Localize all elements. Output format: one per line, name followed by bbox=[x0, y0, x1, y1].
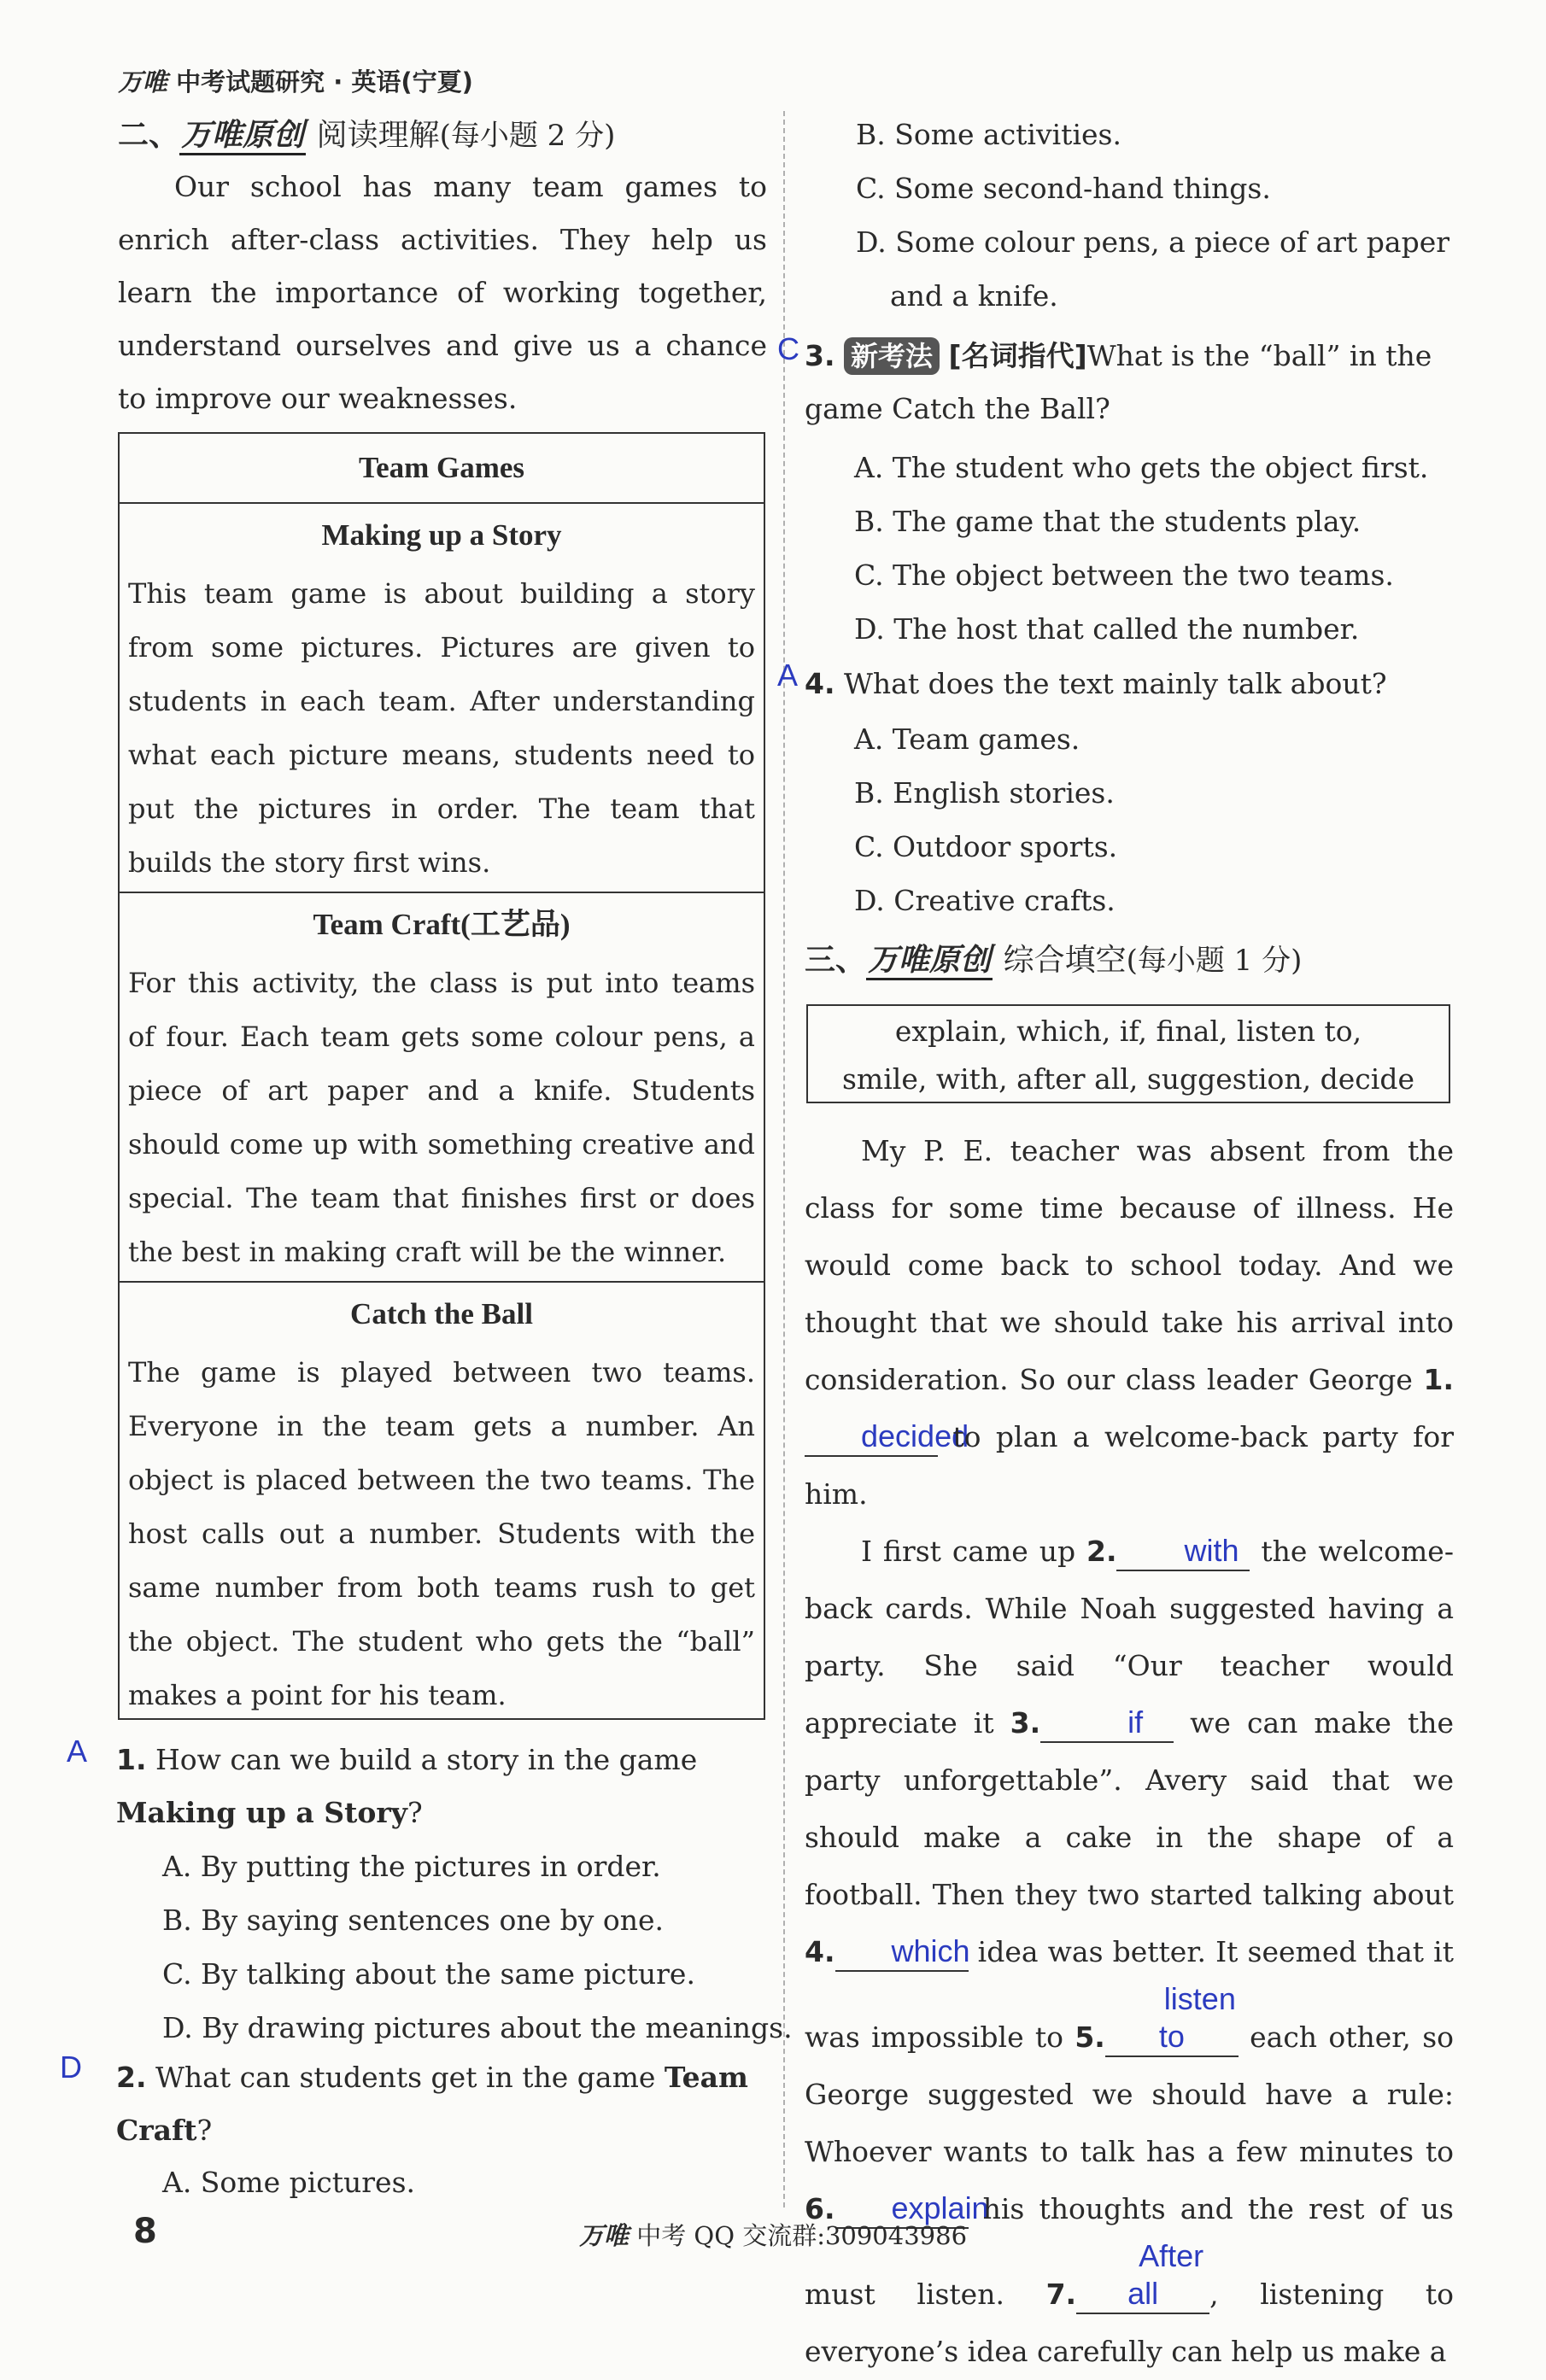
game-text: This team game is about building a story from some pictures. Pictures are given to students in each team. After understanding what each picture means, students need to put the pictures in order. The team that builds the story first wins. bbox=[128, 577, 755, 879]
intro-paragraph: Our school has many team games to enrich after-class activities. They help us learn the importance of working together, understand ourselves and give us a chance to improve our weaknesses. bbox=[118, 170, 767, 415]
game-catch-the-ball bbox=[120, 1283, 764, 1718]
option: A. By putting the pictures in order. bbox=[162, 1850, 661, 1883]
answer-mark-q2: D bbox=[60, 2050, 82, 2085]
footer bbox=[0, 2217, 1546, 2252]
running-header bbox=[118, 63, 473, 98]
question-number: 2. bbox=[116, 2061, 147, 2094]
game-text: The game is played between two teams. Everyone in the team gets a number. An object is placed between the two teams. The host calls out a number. Students with the same number from both teams rush to get the object. The student who gets the “ball” makes a point for his team. bbox=[128, 1356, 755, 1711]
game-title: Team Craft(工艺品) bbox=[313, 908, 571, 941]
option: C. Outdoor sports. bbox=[854, 830, 1118, 863]
cloze-passage bbox=[805, 1122, 1454, 2380]
question-number: 3. bbox=[805, 339, 835, 372]
team-games-table bbox=[118, 432, 765, 1720]
word-bank-box bbox=[806, 1004, 1450, 1103]
option: D. The host that called the number. bbox=[854, 612, 1360, 646]
option: C. Some second-hand things. bbox=[856, 172, 1271, 205]
section-number: 二、 bbox=[118, 118, 180, 153]
question-stem: What can students get in the game bbox=[155, 2061, 665, 2094]
question-stem-bold: Making up a Story bbox=[116, 1796, 407, 1829]
q4-options bbox=[854, 712, 1117, 927]
option: A. The student who gets the object first. bbox=[854, 451, 1429, 484]
option: A. Team games. bbox=[854, 722, 1080, 756]
section-title: 综合填空 bbox=[1003, 943, 1127, 978]
option: D. Some colour pens, a piece of art paper and a knife. bbox=[856, 225, 1450, 313]
option: B. The game that the students play. bbox=[854, 505, 1362, 538]
section-title: 阅读理解 bbox=[316, 118, 440, 153]
game-making-up-story bbox=[120, 504, 764, 893]
question-type-tag: [名词指代] bbox=[948, 339, 1087, 372]
option: B. Some activities. bbox=[856, 118, 1121, 151]
question-stem: What does the text mainly talk about? bbox=[844, 667, 1387, 700]
section-score: (每小题 2 分) bbox=[439, 119, 616, 153]
blank-7[interactable]: After all bbox=[1076, 2237, 1209, 2314]
word-bank-line: explain, which, if, final, listen to, bbox=[894, 1015, 1362, 1048]
game-title: Catch the Ball bbox=[350, 1297, 533, 1330]
answer-mark-q1: A bbox=[67, 1734, 88, 1769]
passage-paragraph: I first came up 2. with the welcome-back cards. While Noah suggested having a party. She said “Our teacher would appreciate it 3. if we can make the party unforgettable”. Avery said that we should make a cake in the shape of a football. Then they two started talking about 4. which idea was better. It seemed that it was impossible to 5.listen to each other, so George suggested we should have a rule: Whoever wants to talk has a few minutes to 6. explain his thoughts and the rest of us must listen. 7.After all , listening to everyone’s idea carefully can help us make a bbox=[805, 1533, 1454, 2368]
option: C. By talking about the same picture. bbox=[162, 1957, 695, 1991]
answer-mark-q3: C bbox=[777, 331, 799, 366]
option: B. English stories. bbox=[854, 776, 1115, 810]
q2-option-a: A. Some pictures. bbox=[162, 2166, 416, 2199]
option: D. Creative crafts. bbox=[854, 884, 1116, 917]
brand-logo: 万唯 bbox=[118, 67, 168, 96]
q1-options bbox=[162, 1839, 793, 2055]
blank-6[interactable]: explain bbox=[835, 2190, 969, 2229]
option: D. By drawing pictures about the meanings. bbox=[162, 2011, 793, 2044]
table-heading: Team Games bbox=[120, 434, 764, 504]
game-text: For this activity, the class is put into teams of four. Each team gets some colour pens, a piece of art paper and a knife. Students should come up with something creative and special. The team that finishes first or does the best in making craft will be the winner. bbox=[128, 967, 755, 1268]
new-method-tag: 新考法 bbox=[844, 337, 940, 375]
blank-4[interactable]: which bbox=[835, 1933, 969, 1972]
game-team-craft bbox=[120, 893, 764, 1283]
question-1: 1. How can we build a story in the game Making up a Story? bbox=[116, 1743, 698, 1829]
answer-mark-q4: A bbox=[777, 658, 799, 693]
page-number: 8 bbox=[133, 2212, 157, 2251]
blank-3[interactable]: if bbox=[1040, 1704, 1174, 1743]
question-number: 1. bbox=[116, 1743, 147, 1776]
question-2: 2. What can students get in the game Team Craft? bbox=[116, 2061, 748, 2147]
question-3 bbox=[805, 330, 1455, 436]
question-number: 4. bbox=[805, 667, 835, 700]
footer-text: 中考 QQ 交流群:309043986 bbox=[636, 2221, 968, 2250]
original-tag: 万唯原创 bbox=[179, 118, 306, 155]
blank-1[interactable]: decided bbox=[805, 1418, 938, 1457]
option: B. By saying sentences one by one. bbox=[162, 1903, 665, 1937]
game-title: Making up a Story bbox=[321, 518, 562, 552]
section-number: 三、 bbox=[805, 943, 867, 978]
footer-brand: 万唯 bbox=[578, 2221, 629, 2250]
header-title: 中考试题研究 · 英语(宁夏) bbox=[176, 67, 473, 96]
q2-options-continued bbox=[856, 108, 1454, 323]
word-bank-line: smile, with, after all, suggestion, decide bbox=[841, 1062, 1414, 1096]
option: C. The object between the two teams. bbox=[854, 558, 1394, 592]
question-stem: How can we build a story in the game bbox=[155, 1743, 698, 1776]
blank-5[interactable]: listen to bbox=[1105, 1980, 1239, 2057]
q3-options bbox=[854, 441, 1428, 656]
section-2-heading bbox=[118, 111, 615, 155]
section-3-heading bbox=[805, 936, 1302, 979]
passage-paragraph: My P. E. teacher was absent from the class for some time because of illness. He would come back to school today. And we thought that we should take his arrival into consideration. So our class leader George 1.decided to plan a welcome-back party for him. bbox=[805, 1134, 1454, 1511]
question-stem: What is the “ball” in the game Catch the Ball? bbox=[805, 339, 1432, 425]
blank-2[interactable]: with bbox=[1116, 1532, 1250, 1571]
original-tag: 万唯原创 bbox=[866, 943, 993, 980]
question-stem-bold: Team Craft bbox=[116, 2061, 748, 2147]
question-4 bbox=[805, 658, 1455, 710]
section-score: (每小题 1 分) bbox=[1126, 944, 1303, 978]
